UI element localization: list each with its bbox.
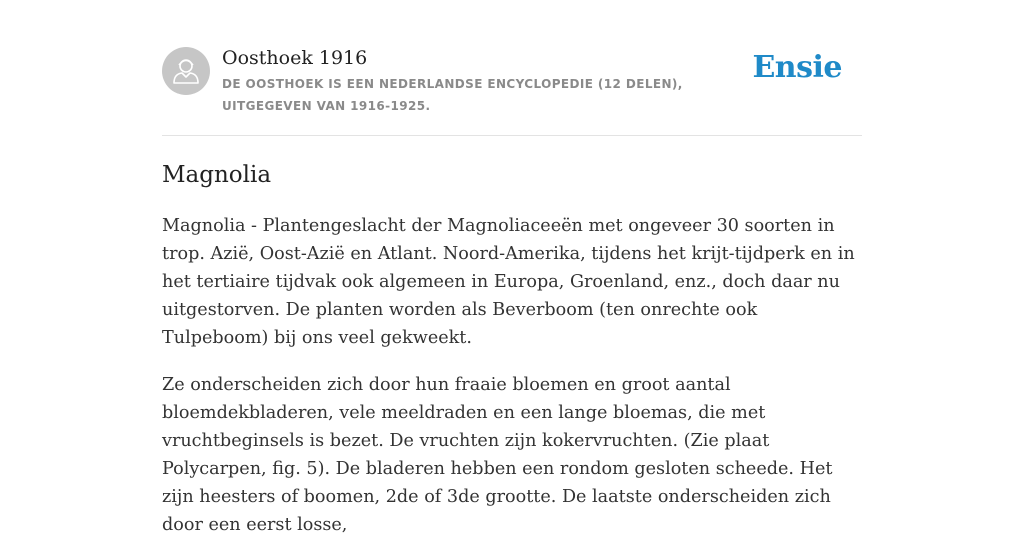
user-icon <box>162 47 210 95</box>
entry-content <box>162 212 862 558</box>
source-description: DE OOSTHOEK IS EEN NEDERLANDSE ENCYCLOPEDIE (12 DELEN), UITGEGEVEN VAN 1916-1925. <box>222 77 683 113</box>
brand-logo[interactable]: Ensie <box>752 50 842 85</box>
entry-title: Magnolia <box>162 162 272 188</box>
entry-paragraph: Magnolia - Plantengeslacht der Magnoliaceeën met ongeveer 30 soorten in trop. Azië, Oost-Azië en Atlant. Noord-Amerika, tijdens het krijt-tijdperk en in het tertiaire tijdvak ook algemeen in Europa, Groenland, enz., doch daar nu uitgestorven. De planten worden als Beverboom (ten onrechte ook Tulpeboom) bij ons veel gekweekt. <box>162 216 855 348</box>
entry-paragraph: Ze onderscheiden zich door hun fraaie bloemen en groot aantal bloemdekbladeren, vele meeldraden en een lange bloemas, die met vruchtbeginsels is bezet. De vruchten zijn kokervruchten. (Zie plaat Polycarpen, fig. 5). De bladeren hebben een rondom gesloten scheede. Het zijn heesters of boomen, 2de of 3de grootte. De laatste onderscheiden zich door een eerst losse, <box>162 375 833 535</box>
source-title[interactable]: Oosthoek 1916 <box>222 47 368 69</box>
source-header <box>162 46 862 116</box>
avatar[interactable] <box>162 47 210 95</box>
divider <box>162 135 862 136</box>
